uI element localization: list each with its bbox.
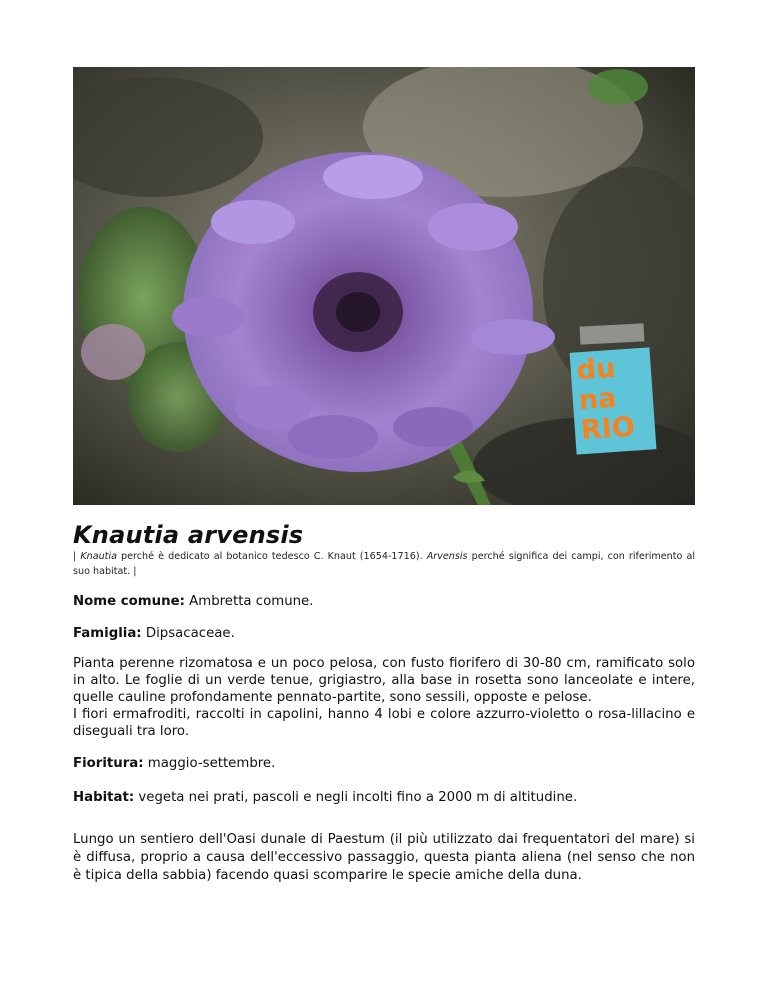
genus-name: Knautia xyxy=(80,551,117,562)
plant-description xyxy=(73,655,695,740)
description-paragraph-2: I fiori ermafroditi, raccolti in capolini, hanno 4 lobi e colore azzurro-violetto o rosa-lillacino e diseguali tra loro. xyxy=(73,707,695,739)
flower-photo xyxy=(73,67,695,505)
logo-line-2: na xyxy=(577,382,618,417)
habitat-value: vegeta nei prati, pascoli e negli incolti fino a 2000 m di altitudine. xyxy=(134,790,578,805)
family-value: Dipsacaceae. xyxy=(141,626,235,641)
etymology-open: | xyxy=(73,551,81,562)
paestum-note: Lungo un sentiero dell'Oasi dunale di Paestum (il più utilizzato dai frequentatori del mare) si è diffusa, proprio a causa dell'eccessivo passaggio, questa pianta aliena (nel senso che non è tipica della sabbia) facendo quasi scomparire le specie amiche della duna. xyxy=(73,832,695,883)
dunario-logo xyxy=(570,347,657,454)
genus-explanation: perché è dedicato al botanico tedesco C. Knaut (1654-1716). xyxy=(116,551,427,562)
logo-line-3: RIO xyxy=(579,411,636,447)
family-label: Famiglia: xyxy=(73,626,142,641)
common-name-label: Nome comune: xyxy=(73,594,185,609)
logo-tape xyxy=(580,323,645,344)
family-row xyxy=(73,625,695,642)
common-name-row xyxy=(73,593,695,610)
habitat-label: Habitat: xyxy=(73,790,135,805)
flowering-row xyxy=(73,755,695,772)
common-name-value: Ambretta comune. xyxy=(184,594,314,609)
habitat-row xyxy=(73,789,695,806)
logo-line-1: du xyxy=(575,352,617,387)
species-explanation: perché significa dei campi, con riferimento al suo habitat. | xyxy=(73,551,696,577)
species-title: Knautia arvensis xyxy=(73,521,304,549)
flowering-label: Fioritura: xyxy=(73,756,144,771)
species-name: Arvensis xyxy=(426,551,468,562)
etymology-note xyxy=(73,549,695,579)
flowering-value: maggio-settembre. xyxy=(143,756,276,771)
description-paragraph-1: Pianta perenne rizomatosa e un poco pelosa, con fusto fiorifero di 30-80 cm, ramificato solo in alto. Le foglie di un verde tenue, grigiastro, alla base in rosetta sono lanceolate e intere, quelle cauline profondamente pennato-partite, sono sessili, opposte e pelose. xyxy=(73,656,695,705)
